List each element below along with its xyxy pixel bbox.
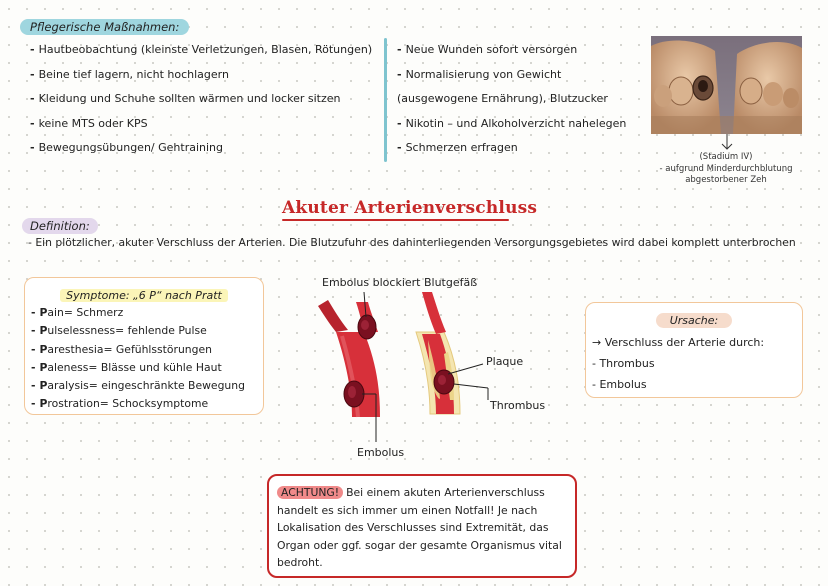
caption-line: abgestorbener Zeh <box>685 175 767 185</box>
list-item: - Prostration= Schocksymptome <box>31 397 209 411</box>
symptoms-heading: Symptome: „6 P“ nach Pratt <box>60 289 228 302</box>
thrombus-label: Thrombus <box>490 399 546 412</box>
warning-box <box>267 474 577 578</box>
list-item: - Paleness= Blässe und kühle Haut <box>31 360 222 374</box>
list-item: - keine MTS oder KPS <box>30 116 148 130</box>
list-item: - Pain= Schmerz <box>31 306 124 319</box>
list-item: - Pulselessness= fehlende Pulse <box>31 324 207 338</box>
vessel-embolus <box>318 300 380 417</box>
photo-caption <box>640 152 812 187</box>
list-item: - Paralysis= eingeschränkte Bewegung <box>31 379 245 393</box>
warning-tag: ACHTUNG! <box>277 486 343 499</box>
care-right-list <box>397 38 626 161</box>
symptoms-box <box>24 277 264 415</box>
leader-line <box>454 384 488 388</box>
title-underline <box>282 219 509 221</box>
foot-illustration <box>651 36 802 134</box>
symptoms-list <box>31 304 263 414</box>
definition-label: Definition: <box>22 218 98 234</box>
diagram-top-label: Embolus blockiert Blutgefäß <box>322 276 478 289</box>
list-item: - Nikotin – und Alkoholverzicht nahelegen <box>397 116 627 130</box>
list-item: - Schmerzen erfragen <box>397 141 518 154</box>
list-item: - Neue Wunden sofort versorgen <box>397 43 578 56</box>
list-item: - Kleidung und Schuhe sollten wärmen und locker sitzen <box>30 92 341 105</box>
plaque-label: Plaque <box>486 355 524 368</box>
list-item: - Beine tief lagern, nicht hochlagern <box>30 67 229 81</box>
page-title: Akuter Arterienverschluss <box>282 198 537 221</box>
necrotic-toe-photo <box>651 36 802 134</box>
care-heading-label: Pflegerische Maßnahmen: <box>20 19 189 35</box>
arrow-down-icon <box>720 134 734 152</box>
care-left-list <box>30 38 372 161</box>
list-item: → Verschluss der Arterie durch: <box>592 336 765 349</box>
list-item: - Thrombus <box>592 357 655 370</box>
list-item: - Normalisierung von Gewicht <box>397 67 562 81</box>
cause-list <box>592 332 802 395</box>
definition-heading <box>22 215 98 234</box>
caption-line: (Stadium IV) <box>699 152 753 162</box>
list-item: - Bewegungsübungen/ Gehtraining <box>30 141 223 154</box>
embolus-label: Embolus <box>357 446 405 459</box>
cause-heading: Ursache: <box>656 313 733 328</box>
care-heading <box>20 16 189 35</box>
warning-text: ACHTUNG! Bei einem akuten Arterienverschluss handelt es sich immer um einen Notfall! Je nach Lokalisation des Verschlusses sind Extremität, das Organ oder ggf. sogar der gesamte Organismus vital bedroht. <box>277 486 562 570</box>
caption-line: - aufgrund Minderdurchblutung <box>659 163 793 174</box>
list-item: - Embolus <box>592 378 647 391</box>
list-item: (ausgewogene Ernährung), Blutzucker <box>397 92 608 105</box>
cause-box <box>585 302 803 398</box>
vessel-thrombus <box>416 292 460 414</box>
list-item: - Hautbeobachtung (kleinste Verletzungen, Blasen, Rötungen) <box>30 43 373 56</box>
definition-text: - Ein plötzlicher, akuter Verschluss der Arterien. Die Blutzufuhr des dahinterliegenden Versorgungsgebietes wird dabei komplett unterbrochen <box>28 236 796 249</box>
list-item: - Paresthesia= Gefühlsstörungen <box>31 342 212 356</box>
column-divider <box>384 38 387 162</box>
